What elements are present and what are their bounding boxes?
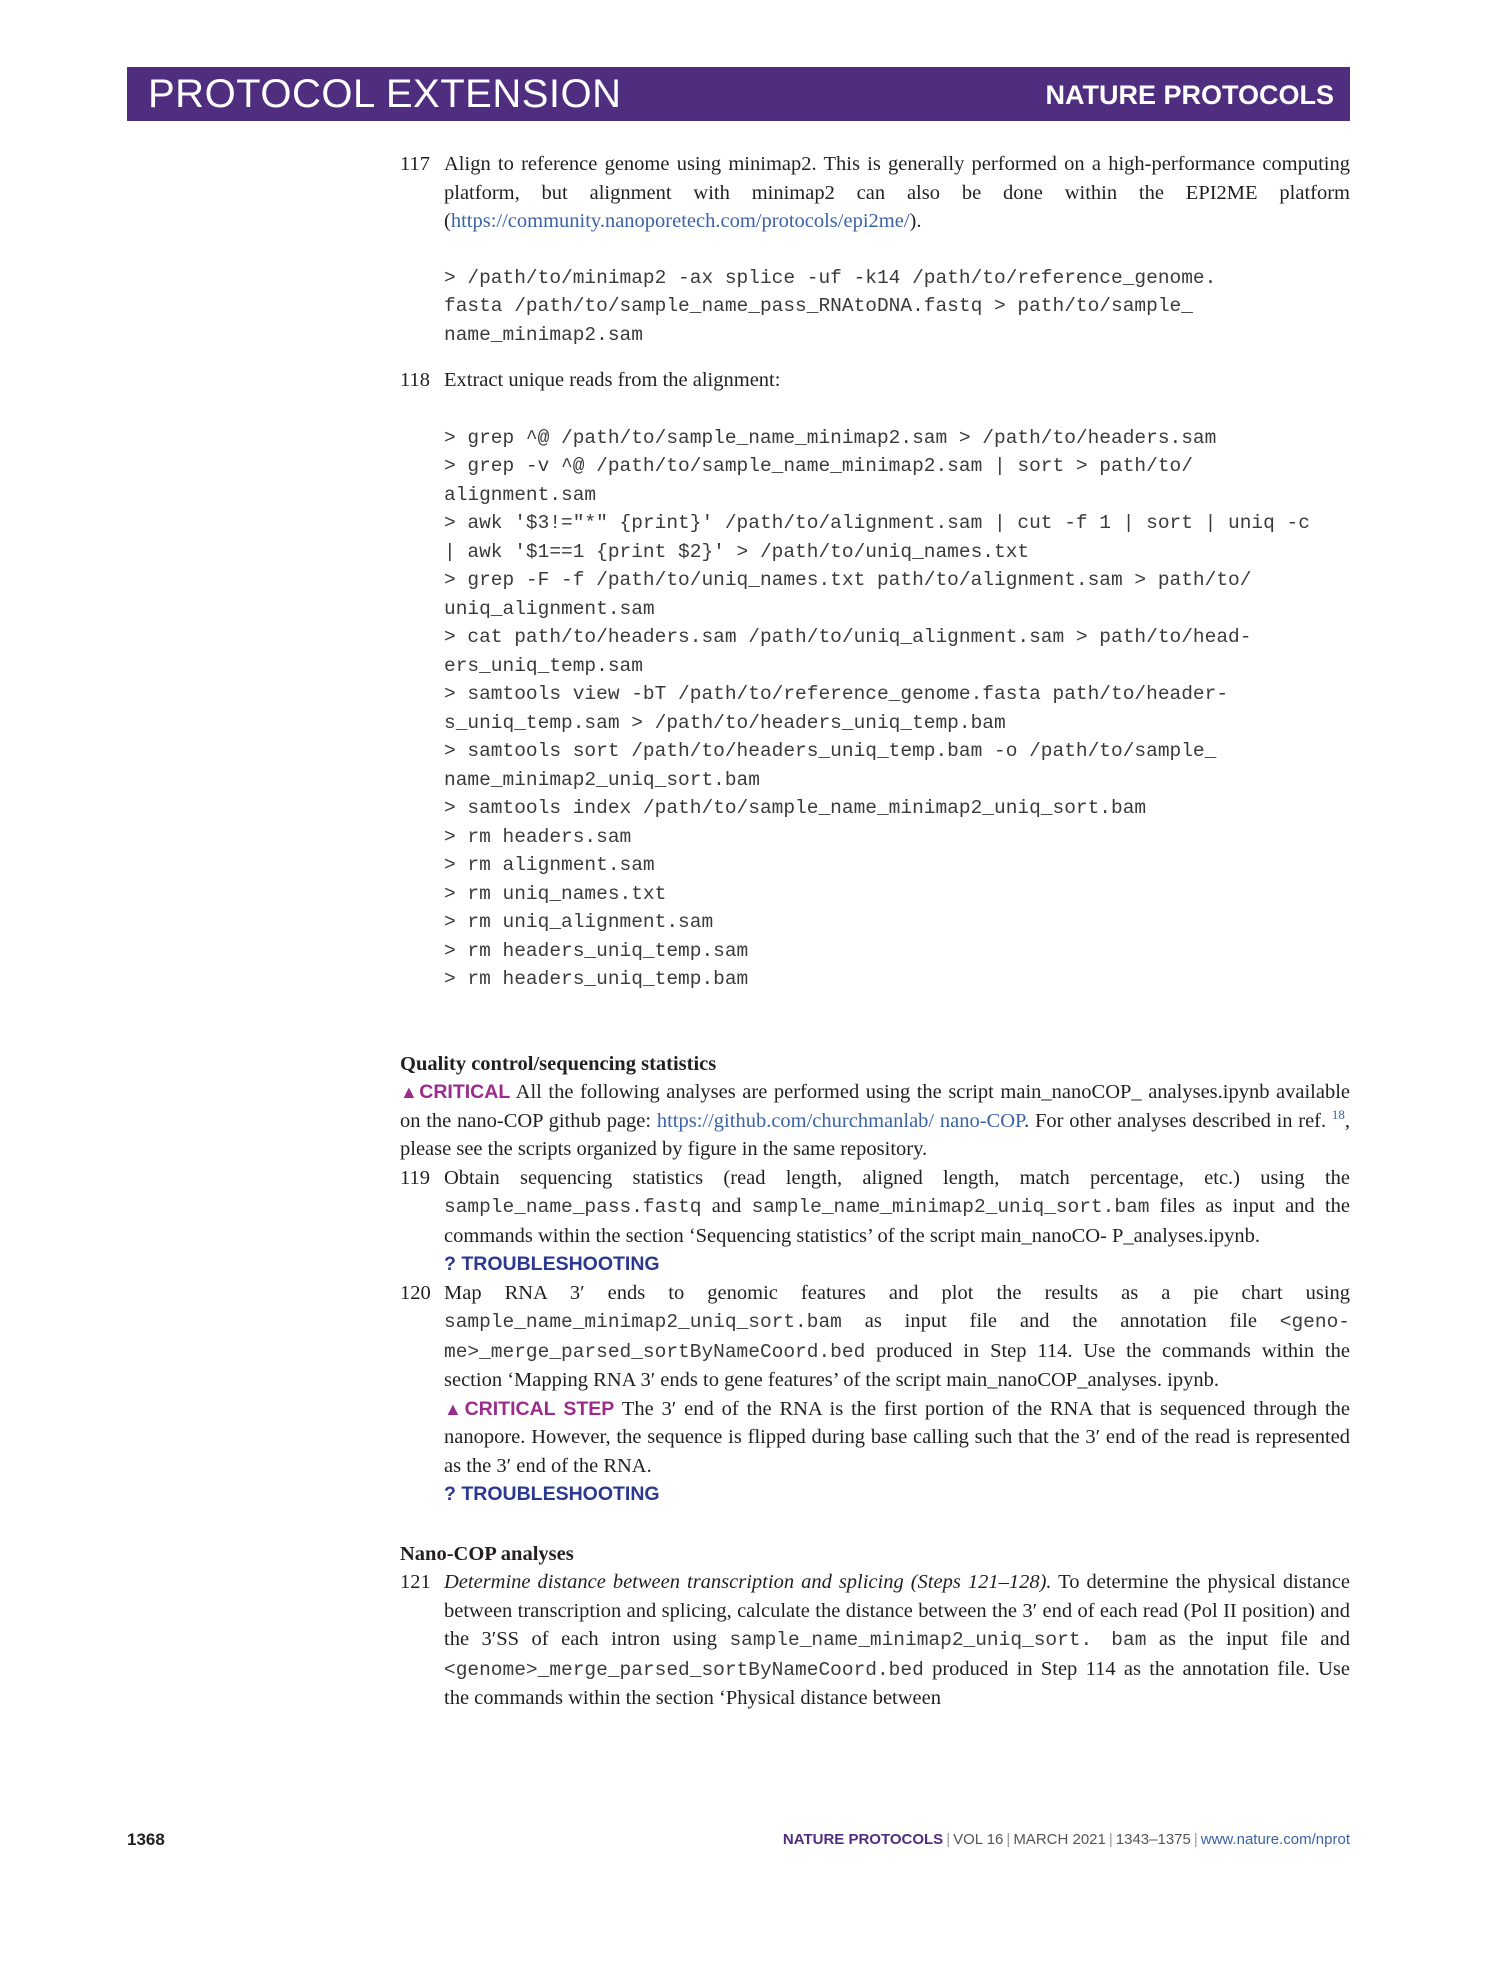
step-number: 118: [400, 369, 430, 391]
troubleshooting-link[interactable]: ? TROUBLESHOOTING: [444, 1483, 660, 1505]
footer-volume: VOL 16: [953, 1831, 1004, 1848]
header-banner: [127, 67, 1350, 121]
warning-triangle-icon: ▲: [444, 1398, 465, 1419]
qc-section: [400, 1050, 1350, 1164]
footer-journal: NATURE PROTOCOLS: [782, 1831, 944, 1848]
epi2me-link[interactable]: https://community.nanoporetech.com/protocols/epi2me/: [450, 210, 910, 232]
section-title: PROTOCOL EXTENSION: [148, 72, 622, 116]
critical-step-label: ▲CRITICAL STEP: [444, 1397, 615, 1420]
journal-title: NATURE PROTOCOLS: [1045, 80, 1334, 110]
nano-cop-section: [400, 1540, 1350, 1569]
github-link[interactable]: https://github.com/churchmanlab/ nano-COP: [656, 1109, 1025, 1132]
footer-citation: NATURE PROTOCOLS | VOL 16 | MARCH 2021 | 1343–1375 | www.nature.com/nprot: [782, 1831, 1350, 1848]
step-119: [400, 1164, 1350, 1279]
step-text: Determine distance between transcription and splicing (Steps 121–128). To determine the physical distance between transcription and splicing, calculate the distance between the 3′ end of each read (Pol II position) and the 3′SS of each intron using sample_name_minimap2_uniq_sort. bam as the input file and <genome>_merge_parsed_sortByNameCoord.bed produced in Step 114 as the annotation file. Use the commands within the section ‘Physical distance between: [444, 1571, 1350, 1709]
reference-link[interactable]: 18: [1331, 1106, 1345, 1122]
step-text: Map RNA 3′ ends to genomic features and plot the results as a pie chart using sample_name_minimap2_uniq_sort.bam as input file and the annotation file <geno- me>_merge_parsed_sortByNameCoord.bed produced in Step 114. Use the commands within the section ‘Mapping RNA 3′ ends to gene features’ of the script main_nanoCOP_analyses. ipynb.: [444, 1281, 1350, 1391]
code-block-minimap2: > /path/to/minimap2 -ax splice -uf -k14 /path/to/reference_genome. fasta /path/to/sample_name_pass_RNAtoDNA.fastq > path/to/sample_ name_minimap2.sam: [444, 266, 1217, 346]
article-body: [400, 150, 1350, 1713]
footer-pages: 1343–1375: [1115, 1831, 1191, 1848]
step-number: 120: [400, 1281, 431, 1304]
section-heading: Quality control/sequencing statistics: [400, 1052, 717, 1075]
code-block-unique-reads: > grep ^@ /path/to/sample_name_minimap2.sam > /path/to/headers.sam > grep -v ^@ /path/to/sample_name_minimap2.sam | sort > path/to/ alignment.sam > awk '$3!="*" {print}' /path/to/alignment.sam | cut -f 1 | sort | uniq -c | awk '$1==1 {print $2}' > /path/to/uniq_names.txt > grep -F -f /path/to/uniq_names.txt path/to/alignment.sam > path/to/ uniq_alignment.sam > cat path/to/headers.sam /path/to/uniq_alignment.sam > path/to/head- ers_uniq_temp.sam > samtools view -bT /path/to/reference_genome.fasta path/to/header- s_uniq_temp.sam > /path/to/headers_uniq_temp.bam > samtools sort /path/to/headers_uniq_temp.bam -o /path/to/sample_ name_minimap2_uniq_sort.bam > samtools index /path/to/sample_name_minimap2_uniq_sort.bam > rm headers.sam > rm alignment.sam > rm uniq_names.txt > rm uniq_alignment.sam > rm headers_uniq_temp.sam > rm headers_uniq_temp.bam: [444, 426, 1310, 990]
step-text: Obtain sequencing statistics (read length, aligned length, match percentage, etc.) using the sample_name_pass.fastq and sample_name_minimap2_uniq_sort.bam files as input and the commands within the section ‘Sequencing statistics’ of the script main_nanoCO- P_analyses.ipynb.: [444, 1166, 1351, 1247]
step-121: [400, 1568, 1350, 1713]
step-number: 121: [400, 1571, 431, 1593]
footer-url[interactable]: www.nature.com/nprot: [1200, 1831, 1350, 1848]
section-heading: Nano-COP analyses: [400, 1542, 574, 1565]
step-text: Extract unique reads from the alignment:: [444, 369, 781, 391]
step-text: Align to reference genome using minimap2. This is generally performed on a high-performance computing platform, but alignment with minimap2 can also be done within the EPI2ME platform (https://community.nanoporetech.com/protocols/epi2me/).: [444, 153, 1350, 232]
step-number: 119: [400, 1166, 430, 1189]
critical-step-note: ▲CRITICAL STEP The 3′ end of the RNA is the first portion of the RNA that is sequenced through the nanopore. However, the sequence is flipped during base calling such that the 3′ end of the read is represented as the 3′ end of the RNA.: [444, 1397, 1350, 1477]
troubleshooting-link[interactable]: ? TROUBLESHOOTING: [444, 1253, 660, 1275]
footer-date: MARCH 2021: [1013, 1831, 1106, 1848]
step-number: 117: [400, 153, 430, 175]
critical-label: ▲CRITICAL: [400, 1081, 511, 1103]
warning-triangle-icon: ▲: [400, 1082, 420, 1102]
step-120: [400, 1279, 1350, 1509]
page-number: 1368: [127, 1830, 165, 1849]
step-117: [400, 150, 1350, 349]
step-118: [400, 366, 1350, 994]
qc-critical-note: ▲CRITICAL All the following analyses are performed using the script main_nanoCOP_ analyses.ipynb available on the nano-COP github page: https://github.com/churchmanlab/ nano-COP. For other analyses described in ref. $^{18}$, please see the scripts organized by figure in the same repository.: [400, 1081, 1350, 1160]
